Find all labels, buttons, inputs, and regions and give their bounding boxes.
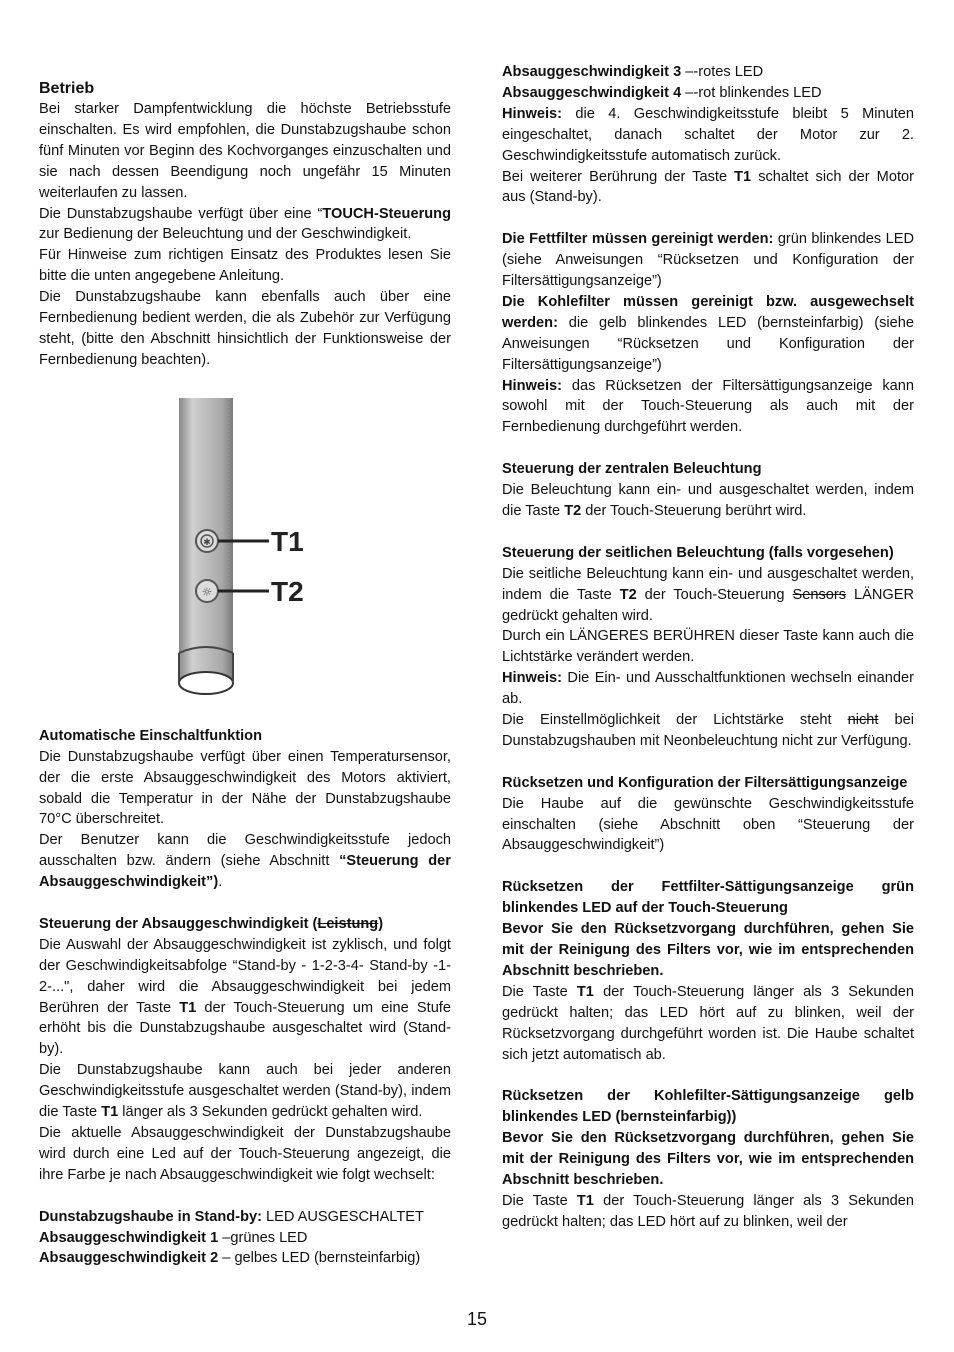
text: – gelbes LED (bernsteinfarbig) [218,1250,421,1267]
text: grün blinkendes LED (siehe Anweisungen “Rücksetzen und Konfiguration der Filtersättigungsanzeige”) [502,231,914,290]
text: Die Taste [502,983,577,1000]
bold-text: Absauggeschwindigkeit 4 [502,84,682,101]
bold-text: T1 [576,1192,594,1209]
paragraph [502,292,914,376]
led-line [39,1207,451,1228]
paragraph [502,167,914,209]
bold-text: T1 [734,168,752,185]
text: der Touch-Steuerung länger als 3 Sekunden gedrückt halten; das LED hört auf zu blinken, weil der Rücksetzvorgang durchgeführt worden ist. Die Haube schaltet sich jetzt automatisch ab. [502,983,915,1063]
text: Die Ein- und Ausschaltfunktionen wechseln einander ab. [502,670,914,708]
paragraph: Für Hinweise zum richtigen Einsatz des Produktes lesen Sie bitte die unten angegebene Anleitung. [39,247,451,285]
text: der Touch-Steuerung [636,586,793,603]
paragraph [502,104,914,167]
left-column [39,62,451,1269]
paragraph [502,982,914,1066]
control-bar-illustration [169,393,369,713]
bold-text: Die Kohlefilter müssen gereinigt bzw. ausgewechselt werden: [502,293,914,331]
bold-text: Hinweis: [502,670,563,687]
bold-text: Die Fettfilter müssen gereinigt werden: [502,231,774,248]
paragraph [502,564,914,627]
text: Die Taste [502,1192,577,1209]
text: Die seitliche Beleuchtung kann ein- und ausgeschaltet werden, indem die Taste [502,565,914,603]
text: zur Bedienung der Beleuchtung und der Geschwindigkeit. [39,226,412,243]
text: der Touch-Steuerung um eine Stufe erhöht bis die Dunstabzugshaube ausgeschaltet wird (Stand-by). [39,999,451,1058]
right-column [502,62,914,1233]
text: bei Dunstabzugshauben mit Neonbeleuchtung nicht zur Verfügung. [502,712,915,749]
paragraph [502,668,914,710]
section-title-steuerung [39,914,451,935]
bold-text: T1 [576,983,594,1000]
paragraph [502,480,914,522]
bold-text: Hinweis: [502,377,563,394]
warning-text: Bevor Sie den Rücksetzvorgang durchführen, gehen Sie mit der Reinigung des Filters vor, wie im entsprechenden Abschnitt beschrieben. [502,921,914,979]
bold-text: T2 [564,503,582,519]
section-title-kohlereset: Rücksetzen der Kohlefilter-Sättigungsanzeige gelb blinkendes LED (bernsteinfarbig)) [502,1088,914,1126]
paragraph [502,376,914,439]
paragraph [39,204,451,246]
paragraph: Die Dunstabzugshaube kann ebenfalls auch über eine Fernbedienung bedient werden, die als Zubehör zur Verfügung steht, (bitte den Abschnitt hinsichtlich der Funktionsweise der Fernbedienung beachten). [39,289,451,368]
text: –-rotes LED [681,64,764,80]
bold-text: T2 [619,586,637,603]
text: LÄNGER gedrückt gehalten wird. [502,586,914,624]
bold-text: Absauggeschwindigkeit 3 [502,64,682,80]
text: der Touch-Steuerung länger als 3 Sekunden gedrückt halten; das LED hört auf zu blinken, weil der [502,1192,915,1230]
paragraph [502,1191,914,1233]
text: länger als 3 Sekunden gedrückt gehalten wird. [118,1104,423,1121]
struck-text: Leistung [317,915,379,932]
t1-button-icon [196,530,218,552]
t1-label: T1 [271,525,304,557]
touch-control-figure [39,381,451,726]
text: Die Auswahl der Absauggeschwindigkeit ist zyklisch, und folgt der Geschwindigkeitsabfolge “Stand-by - 1-2-3-4- Stand-by -1-2-...", daher wird die Absauggeschwindigkeit bei jedem Berühren der Taste [39,936,451,1016]
text: Die Dunstabzugshaube kann auch bei jeder anderen Geschwindigkeitsstufe ausgeschaltet werden (Stand-by), indem die Taste [39,1062,451,1121]
text: –grünes LED [218,1229,308,1246]
led-line [39,1228,451,1249]
bold-text: “Steuerung der Absauggeschwindigkeit”) [39,853,451,891]
text: . [218,874,223,891]
bold-text: Absauggeschwindigkeit 2 [39,1250,219,1267]
section-title-seitlich: Steuerung der seitlichen Beleuchtung (falls vorgesehen) [502,544,894,561]
paragraph [502,229,914,292]
text: ) [378,915,384,932]
text: Die Einstellmöglichkeit der Lichtstärke steht [502,712,848,729]
paragraph [39,1060,451,1123]
struck-text: Sensors [792,586,847,603]
section-title-betrieb: Betrieb [39,80,95,97]
text: der Touch-Steuerung berührt wird. [581,503,807,519]
warning-text: Bevor Sie den Rücksetzvorgang durchführen, gehen Sie mit der Reinigung des Filters vor, wie im entsprechenden Abschnitt beschrieben. [502,1130,914,1188]
bold-text: Hinweis: [502,105,563,122]
bold-text: Dunstabzugshaube in Stand-by: [39,1208,262,1225]
text: Steuerung der Absauggeschwindigkeit ( [39,915,318,932]
text: die 4. Geschwindigkeitsstufe bleibt 5 Minuten eingeschaltet, danach schaltet der Motor zur 2. Geschwindigkeitsstufe automatisch zurück. [502,105,914,164]
t2-button-icon [196,580,218,602]
svg-text:☼: ☼ [201,584,213,599]
bold-text: TOUCH-Steuerung [322,205,451,222]
paragraph: Bei starker Dampfentwicklung die höchste Betriebsstufe einschalten. Es wird empfohlen, die Dunstabzugshaube schon fünf Minuten vor Beginn des Kochvorganges einzuschalten und sie nach dessen Beendigung noch ungefähr 15 Minuten weiterlaufen zu lassen. [39,101,451,201]
svg-text:✱: ✱ [203,537,211,548]
paragraph [39,830,451,893]
paragraph: Durch ein LÄNGERES BERÜHREN dieser Taste kann auch die Lichtstärke verändert werden. [502,628,914,666]
bold-text: Absauggeschwindigkeit 1 [39,1229,219,1246]
bold-text: T1 [179,999,197,1016]
section-title-reset: Rücksetzen und Konfiguration der Filtersättigungsanzeige [502,774,908,791]
text: LED AUSGESCHALTET [261,1208,424,1225]
t2-label: T2 [271,575,304,607]
text: die gelb blinkendes LED (bernsteinfarbig) (siehe Anweisungen “Rücksetzen und Konfiguration der Filtersättigungsanzeige”) [502,314,914,373]
paragraph: Die Dunstabzugshaube verfügt über einen Temperatursensor, der die erste Absauggeschwindigkeit des Motors aktiviert, sobald die Temperatur in der Nähe der Dunstabzugshaube 70°C überschreitet. [39,748,451,828]
section-title-fettreset: Rücksetzen der Fettfilter-Sättigungsanzeige grün blinkendes LED auf der Touch-Steuerung [502,879,914,917]
led-line [502,83,914,104]
paragraph [502,710,914,752]
led-line [39,1248,451,1269]
text: Die Beleuchtung kann ein- und ausgeschaltet werden, indem die Taste [502,482,914,519]
paragraph: Die Haube auf die gewünschte Geschwindigkeitsstufe einschalten (siehe Abschnitt oben “Steuerung der Absauggeschwindigkeit”) [502,795,914,854]
text: Der Benutzer kann die Geschwindigkeitsstufe jedoch ausschalten bzw. ändern (siehe Abschnitt [39,832,451,870]
text: das Rücksetzen der Filtersättigungsanzeige kann sowohl mit der Touch-Steuerung als auch mit der Fernbedienung durchgeführt werden. [502,377,914,436]
paragraph: Die aktuelle Absauggeschwindigkeit der Dunstabzugshaube wird durch eine Led auf der Touch-Steuerung angezeigt, die ihre Farbe je nach Absauggeschwindigkeit wie folgt wechselt: [39,1124,451,1183]
text: Die Dunstabzugshaube verfügt über eine “ [39,205,323,222]
text: schaltet sich der Motor aus (Stand-by). [502,168,914,206]
text: –-rot blinkendes LED [681,84,822,101]
bold-text: T1 [101,1104,119,1121]
struck-text: nicht [847,712,879,729]
led-line [502,62,914,83]
section-title-zentral: Steuerung der zentralen Beleuchtung [502,461,762,478]
paragraph [39,935,451,1060]
text: Bei weiterer Berührung der Taste [502,168,735,185]
tube-bottom [179,672,233,694]
page-number: 15 [466,1309,488,1329]
section-title-auto: Automatische Einschaltfunktion [39,727,262,744]
